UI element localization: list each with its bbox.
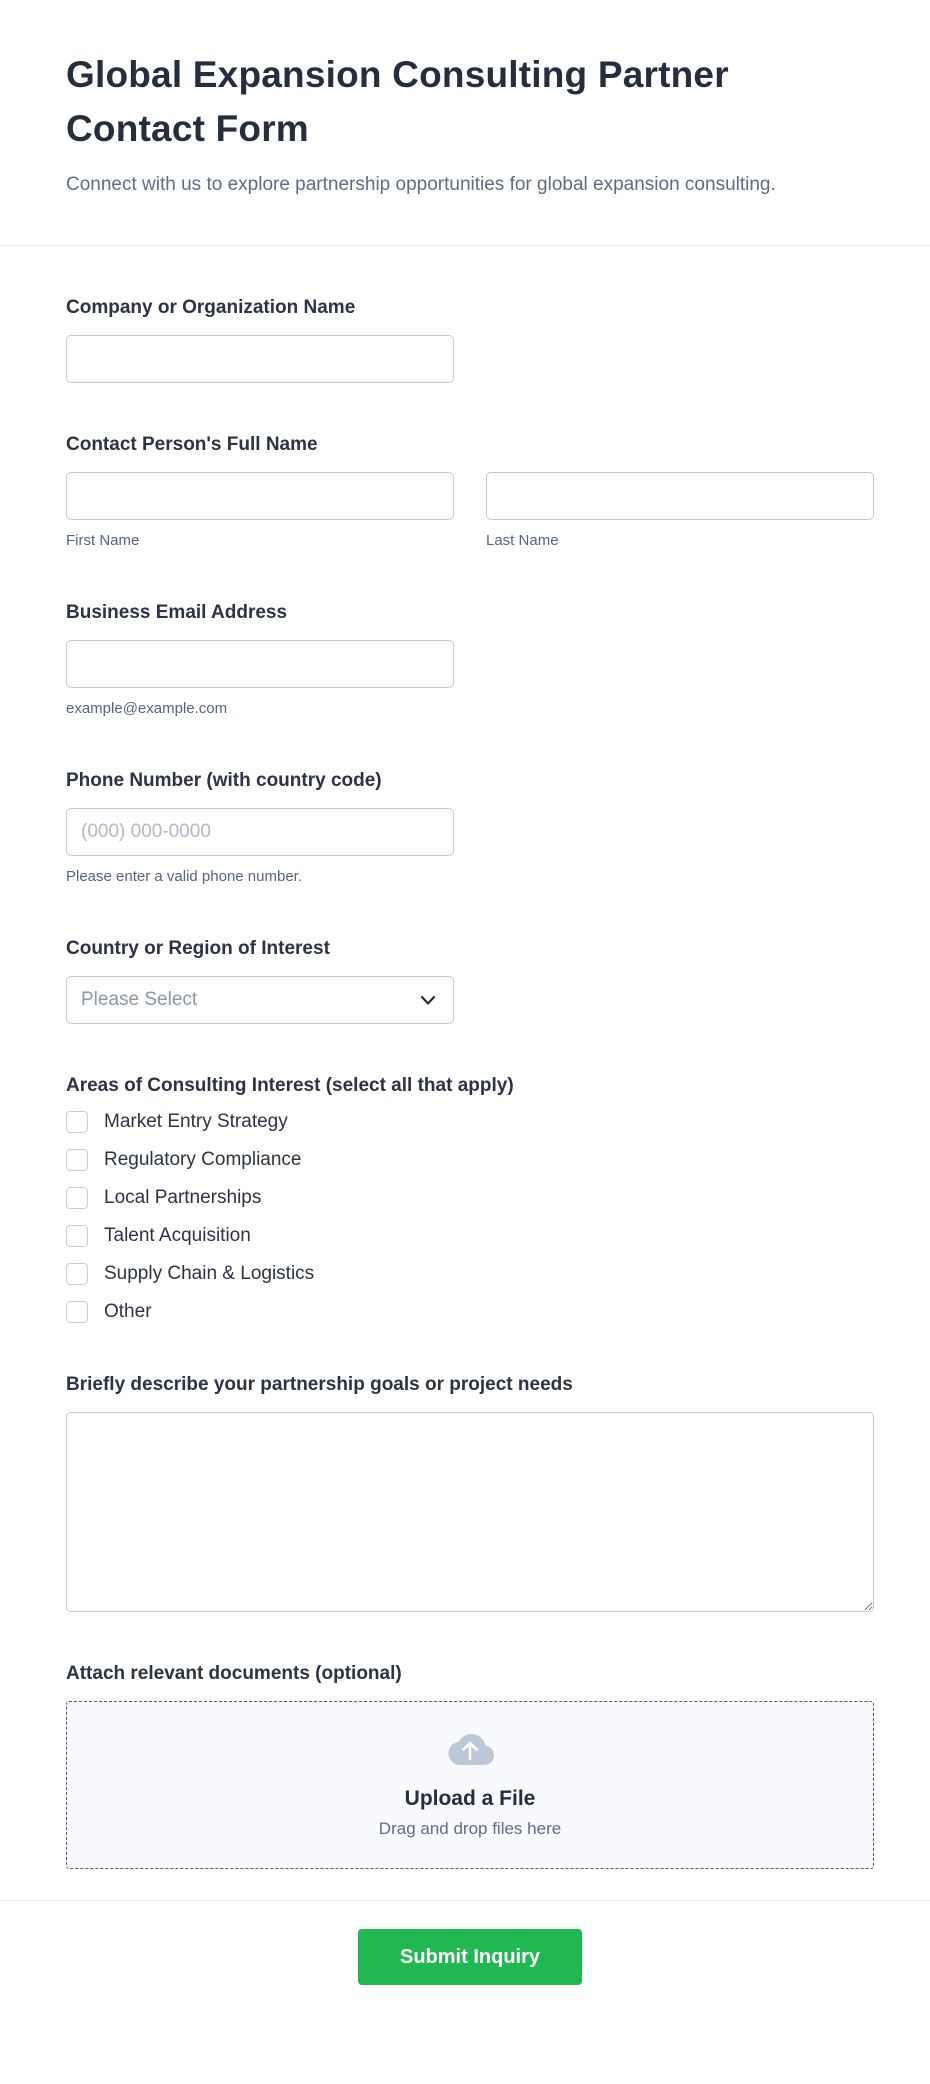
checkbox-market-entry[interactable] bbox=[66, 1111, 88, 1133]
checkbox-label-supply-chain[interactable]: Supply Chain & Logistics bbox=[104, 1263, 315, 1284]
first-name-input[interactable] bbox=[66, 472, 454, 520]
field-full-name bbox=[66, 431, 874, 551]
description-label: Briefly describe your partnership goals or project needs bbox=[66, 1374, 573, 1395]
checkbox-row-market-entry bbox=[66, 1111, 874, 1133]
field-country bbox=[66, 935, 874, 1024]
interests-checkbox-group bbox=[66, 1111, 874, 1323]
upload-hint: Drag and drop files here bbox=[378, 1819, 562, 1838]
phone-label: Phone Number (with country code) bbox=[66, 770, 382, 791]
company-label: Company or Organization Name bbox=[66, 297, 356, 318]
checkbox-row-regulatory bbox=[66, 1149, 874, 1171]
phone-input[interactable] bbox=[66, 808, 454, 856]
checkbox-label-other[interactable]: Other bbox=[104, 1301, 152, 1322]
checkbox-talent[interactable] bbox=[66, 1225, 88, 1247]
chevron-down-icon bbox=[419, 991, 437, 1009]
field-description bbox=[66, 1371, 874, 1612]
page-subtitle: Connect with us to explore partnership opportunities for global expansion consulting. bbox=[66, 174, 776, 195]
checkbox-label-market-entry[interactable]: Market Entry Strategy bbox=[104, 1111, 288, 1132]
form-header bbox=[0, 0, 930, 245]
company-input[interactable] bbox=[66, 335, 454, 383]
field-email bbox=[66, 599, 874, 719]
interests-label: Areas of Consulting Interest (select all that apply) bbox=[66, 1075, 514, 1096]
country-select[interactable] bbox=[66, 976, 454, 1024]
checkbox-other[interactable] bbox=[66, 1301, 88, 1323]
upload-title: Upload a File bbox=[404, 1787, 536, 1810]
email-input[interactable] bbox=[66, 640, 454, 688]
checkbox-row-talent bbox=[66, 1225, 874, 1247]
checkbox-supply-chain[interactable] bbox=[66, 1263, 88, 1285]
first-name-sublabel: First Name bbox=[66, 532, 140, 549]
checkbox-label-partnerships[interactable]: Local Partnerships bbox=[104, 1187, 262, 1208]
field-phone bbox=[66, 767, 874, 887]
checkbox-label-regulatory[interactable]: Regulatory Compliance bbox=[104, 1149, 302, 1170]
country-select-value: Please Select bbox=[81, 989, 198, 1010]
phone-sublabel: Please enter a valid phone number. bbox=[66, 868, 302, 885]
field-attachments bbox=[66, 1660, 874, 1869]
checkbox-label-talent[interactable]: Talent Acquisition bbox=[104, 1225, 251, 1246]
email-sublabel: example@example.com bbox=[66, 700, 228, 717]
submit-button[interactable]: Submit Inquiry bbox=[358, 1929, 582, 1985]
page-title: Global Expansion Consulting Partner Contact Form bbox=[66, 54, 729, 149]
cloud-upload-icon bbox=[445, 1731, 495, 1767]
email-label: Business Email Address bbox=[66, 602, 288, 623]
field-company bbox=[66, 294, 874, 383]
form-body bbox=[0, 246, 930, 1869]
country-label: Country or Region of Interest bbox=[66, 938, 330, 959]
field-interests bbox=[66, 1072, 874, 1323]
checkbox-regulatory[interactable] bbox=[66, 1149, 88, 1171]
last-name-sublabel: Last Name bbox=[486, 532, 559, 549]
description-textarea[interactable] bbox=[66, 1412, 874, 1612]
checkbox-row-other bbox=[66, 1301, 874, 1323]
checkbox-row-partnerships bbox=[66, 1187, 874, 1209]
checkbox-partnerships[interactable] bbox=[66, 1187, 88, 1209]
checkbox-row-supply-chain bbox=[66, 1263, 874, 1285]
last-name-input[interactable] bbox=[486, 472, 874, 520]
file-dropzone[interactable] bbox=[66, 1701, 874, 1869]
full-name-label: Contact Person's Full Name bbox=[66, 434, 318, 455]
submit-section bbox=[0, 1901, 930, 2038]
attachments-label: Attach relevant documents (optional) bbox=[66, 1663, 402, 1684]
